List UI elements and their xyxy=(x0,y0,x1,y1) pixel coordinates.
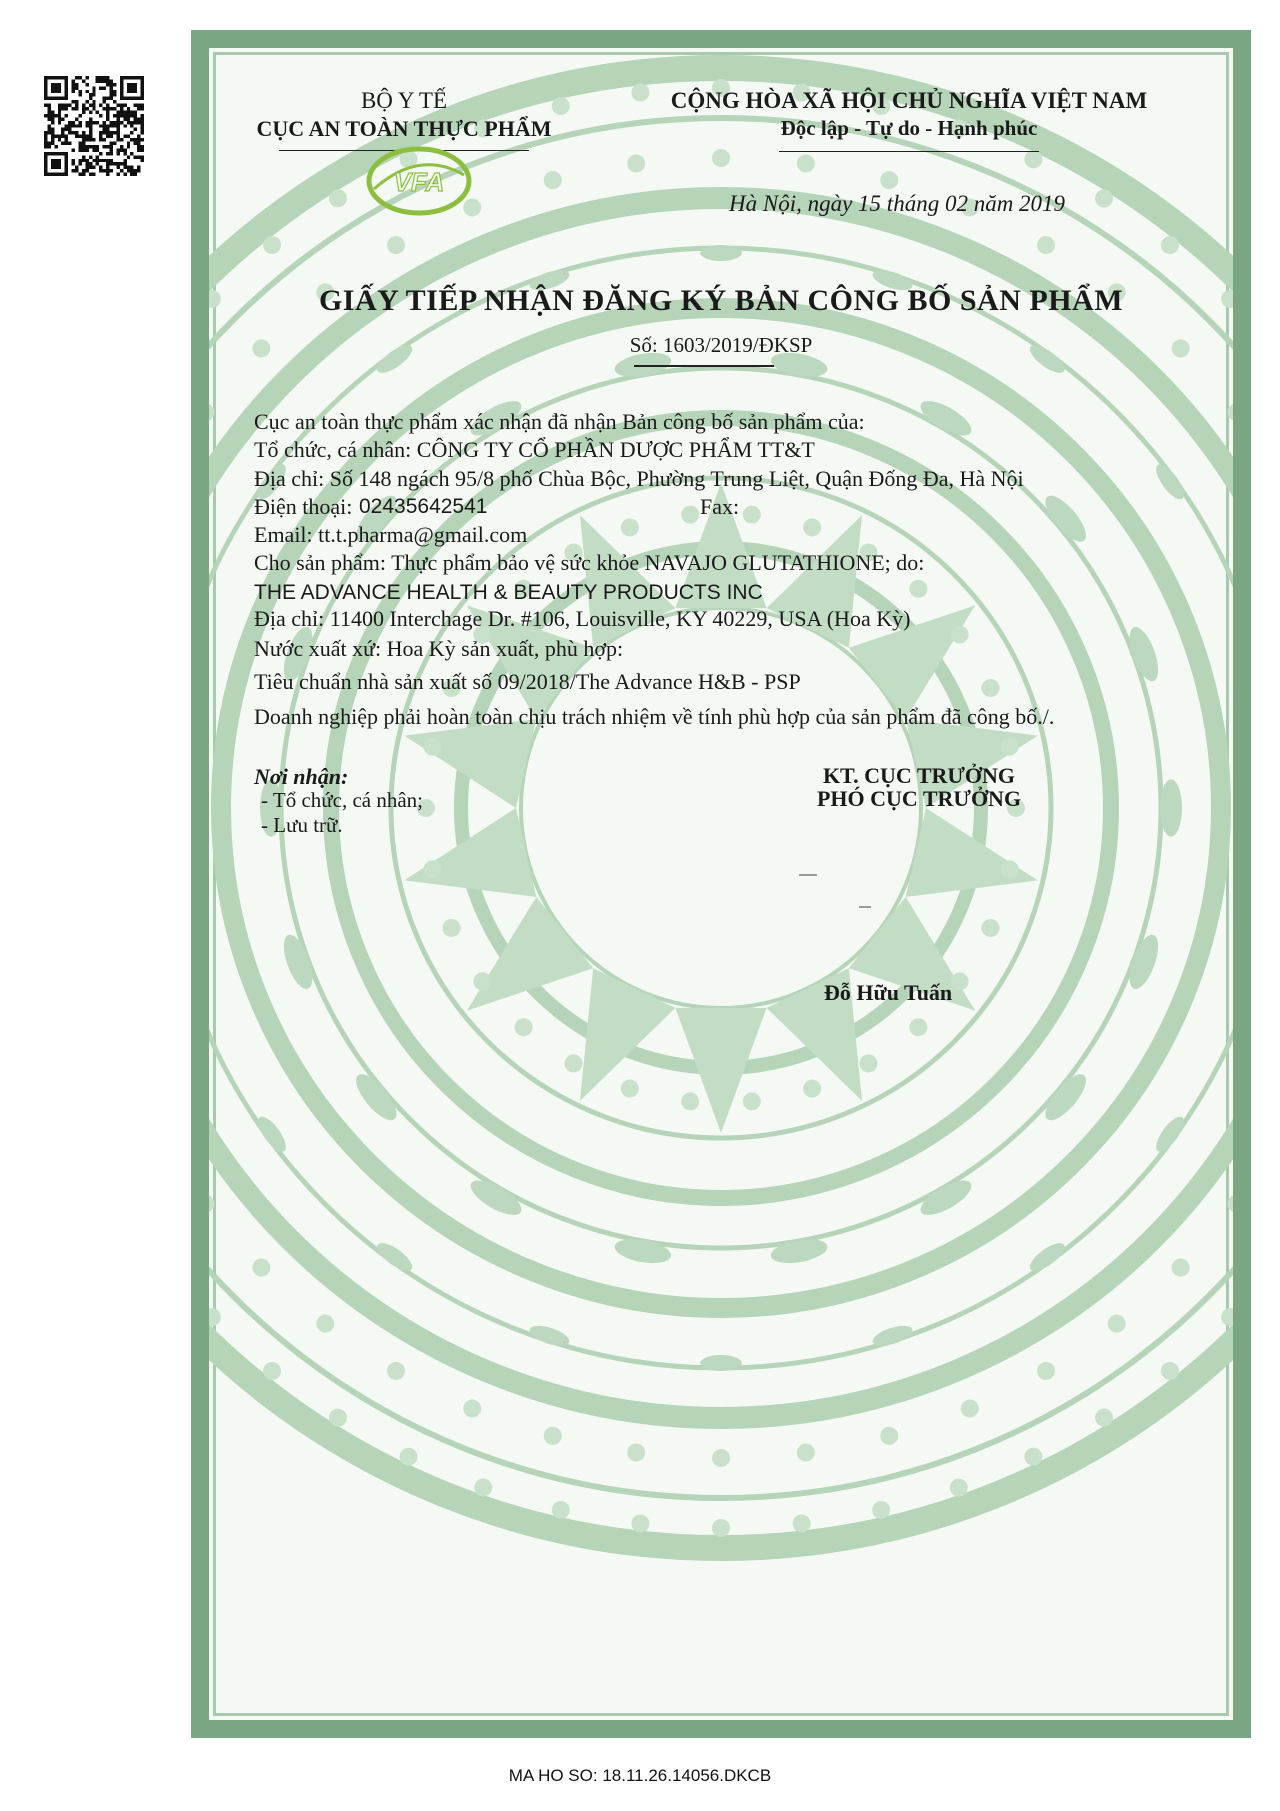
signature-subtitle: PHÓ CỤC TRƯỞNG xyxy=(816,786,1022,811)
origin-text: Nước xuất xứ: Hoa Kỳ sản xuất, phù hợp: xyxy=(254,636,624,661)
issuer-header xyxy=(249,88,559,151)
recipient-item: - Tổ chức, cá nhân; xyxy=(261,788,424,812)
intro-text: Cục an toàn thực phẩm xác nhận đã nhận Bản công bố sản phẩm của: xyxy=(254,409,865,434)
fax-label: Fax: xyxy=(700,494,740,519)
phone-label: Điện thoại: xyxy=(254,494,353,519)
signature-title: KT. CỤC TRƯỞNG xyxy=(822,763,1016,788)
dossier-code: MA HO SO: 18.11.26.14056.DKCB xyxy=(508,1766,772,1785)
product-text: Cho sản phẩm: Thực phẩm bảo vệ sức khỏe NAVAJO GLUTATHIONE; do: xyxy=(254,550,925,575)
document-number: Số: 1603/2019/ĐKSP xyxy=(629,333,813,357)
recipients-heading: Nơi nhận: xyxy=(254,764,349,789)
national-header xyxy=(609,88,1209,152)
phone-value: 02435642541 xyxy=(359,495,488,518)
standard-text: Tiêu chuẩn nhà sản xuất số 09/2018/The Advance H&B - PSP xyxy=(254,669,801,694)
logo-text: VFA xyxy=(393,167,445,197)
qr-code xyxy=(40,76,148,176)
recipient-item: - Lưu trữ. xyxy=(261,813,343,837)
title-underline xyxy=(634,365,774,367)
ministry-name: BỘ Y TẾ xyxy=(360,88,448,113)
qr-code-graphic xyxy=(40,76,148,176)
organization-text: Tổ chức, cá nhân: CÔNG TY CỔ PHẦN DƯỢC PHẨM TT&T xyxy=(254,437,815,462)
signer-name: Đỗ Hữu Tuấn xyxy=(824,980,953,1005)
manufacturer-address: Địa chỉ: 11400 Interchage Dr. #106, Louisville, KY 40229, USA (Hoa Kỳ) xyxy=(254,606,911,631)
certificate-frame xyxy=(191,30,1251,1738)
vfa-logo xyxy=(364,145,474,217)
manufacturer-text: THE ADVANCE HEALTH & BEAUTY PRODUCTS INC xyxy=(254,581,763,604)
place-date: Hà Nội, ngày 15 tháng 02 năm 2019 xyxy=(729,191,1066,216)
responsibility-text: Doanh nghiệp phải hoàn toàn chịu trách nhiệm về tính phù hợp của sản phẩm đã công bố./. xyxy=(254,704,1055,729)
document-title: GIẤY TIẾP NHẬN ĐĂNG KÝ BẢN CÔNG BỐ SẢN PHẨM xyxy=(318,284,1124,317)
email-text: Email: tt.t.pharma@gmail.com xyxy=(254,522,528,547)
country-name: CỘNG HÒA XÃ HỘI CHỦ NGHĨA VIỆT NAM xyxy=(670,88,1148,113)
motto-underline xyxy=(779,151,1039,152)
national-motto: Độc lập - Tự do - Hạnh phúc xyxy=(780,116,1038,140)
address-text: Địa chỉ: Số 148 ngách 95/8 phố Chùa Bộc, Phường Trung Liệt, Quận Đống Đa, Hà Nội xyxy=(254,466,1024,491)
signature-mark xyxy=(859,906,871,908)
agency-name: CỤC AN TOÀN THỰC PHẨM xyxy=(256,116,552,141)
signature-mark xyxy=(799,874,817,876)
